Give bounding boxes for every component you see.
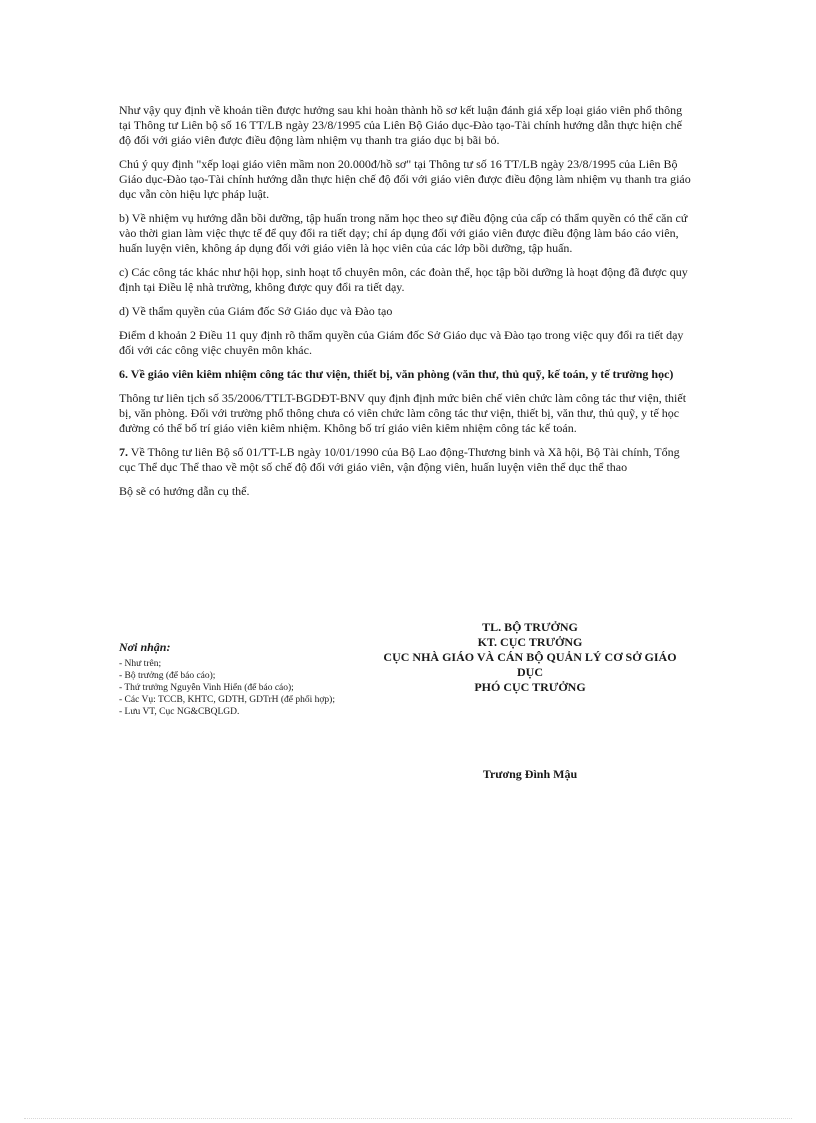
- section-7-number: 7.: [119, 445, 128, 459]
- paragraph: d) Về thẩm quyền của Giám đốc Sở Giáo dục và Đào tạo: [119, 304, 393, 318]
- section-6-body: Thông tư liên tịch số 35/2006/TTLT-BGDĐT-BNV quy định định mức biên chế viên chức làm công tác thư viện, thiết bị, văn phòng. Đối với trường phổ thông chưa có viên chức làm công tác thư viện, thiết bị, văn thư, thủ quỹ, y tế học đường có thể bố trí giáo viên kiêm nhiệm. Không bố trí giáo viên kiêm nhiệm công tác kế toán.: [119, 391, 687, 435]
- paragraph: Điểm d khoản 2 Điều 11 quy định rõ thẩm quyền của Giám đốc Sở Giáo dục và Đào tạo trong việc quy đổi ra tiết dạy đối với các công việc chuyên môn khác.: [119, 328, 684, 357]
- signer-position: PHÓ CỤC TRƯỞNG: [474, 680, 586, 694]
- recipient-item: - Lưu VT, Cục NG&CBQLGD.: [119, 707, 240, 717]
- section-6-heading: 6. Về giáo viên kiêm nhiệm công tác thư viện, thiết bị, văn phòng (văn thư, thủ quỹ, kế toán, y tế trường học): [119, 367, 674, 381]
- paragraph: Chú ý quy định "xếp loại giáo viên mầm non 20.000đ/hồ sơ" tại Thông tư số 16 TT/LB ngày 23/8/1995 của Liên Bộ Giáo dục-Đào tạo-Tài chính hướng dẫn thực hiện chế độ đối với giáo viên được điều động làm nhiệm vụ thanh tra giáo dục vẫn còn hiệu lực pháp luật.: [119, 157, 691, 201]
- section-7-paragraph: [119, 445, 691, 475]
- signer-title-1: TL. BỘ TRƯỞNG: [482, 620, 578, 634]
- recipient-item: - Như trên;: [119, 659, 162, 669]
- signer-name: Trương Đình Mậu: [482, 767, 578, 781]
- page-bottom-divider: [24, 1118, 792, 1119]
- paragraph: Như vậy quy định về khoản tiền được hưởng sau khi hoàn thành hồ sơ kết luận đánh giá xếp loại giáo viên phổ thông tại Thông tư Liên bộ số 16 TT/LB ngày 23/8/1995 của Liên Bộ Giáo dục-Đào tạo-Tài chính hướng dẫn thực hiện chế độ đối với giáo viên được điều động làm nhiệm vụ thanh tra giáo dục bị bãi bỏ.: [119, 103, 683, 147]
- recipient-item: - Bộ trưởng (để báo cáo);: [119, 671, 216, 681]
- paragraph: c) Các công tác khác như hội họp, sinh hoạt tổ chuyên môn, các đoàn thể, học tập bồi dưỡng là hoạt động đã được quy định tại Điều lệ nhà trường, không được quy đổi ra tiết dạy.: [119, 265, 688, 294]
- section-7-body: Về Thông tư liên Bộ số 01/TT-LB ngày 10/01/1990 của Bộ Lao động-Thương binh và Xã hội, Bộ Tài chính, Tổng cục Thể dục Thể thao về một số chế độ đối với giáo viên, vận động viên, huấn luyện viên thể dục thể thao: [119, 445, 680, 474]
- recipient-item: - Các Vụ: TCCB, KHTC, GDTH, GDTrH (để phối hợp);: [119, 695, 335, 705]
- signature-block: [119, 620, 691, 800]
- document-body: [119, 103, 691, 508]
- paragraph: b) Về nhiệm vụ hướng dẫn bồi dưỡng, tập huấn trong năm học theo sự điều động của cấp có thẩm quyền có thể căn cứ vào thời gian làm việc thực tế để quy đổi ra tiết dạy; chỉ áp dụng đối với giáo viên được điều động làm báo cáo viên, huấn luyện viên, không áp dụng đối với giáo viên là học viên của các lớp bồi dưỡng, tập huấn.: [119, 211, 688, 255]
- recipients: [119, 640, 349, 718]
- recipients-heading: Nơi nhận:: [119, 640, 171, 654]
- signer-title-2: KT. CỤC TRƯỞNG: [477, 635, 583, 649]
- recipient-item: - Thứ trưởng Nguyễn Vinh Hiển (để báo cáo);: [119, 683, 294, 693]
- signer-agency: CỤC NHÀ GIÁO VÀ CÁN BỘ QUẢN LÝ CƠ SỞ GIÁO DỤC: [383, 650, 677, 679]
- signer: [369, 620, 691, 782]
- recipients-list: [119, 658, 349, 718]
- closing-line: Bộ sẽ có hướng dẫn cụ thể.: [119, 484, 250, 498]
